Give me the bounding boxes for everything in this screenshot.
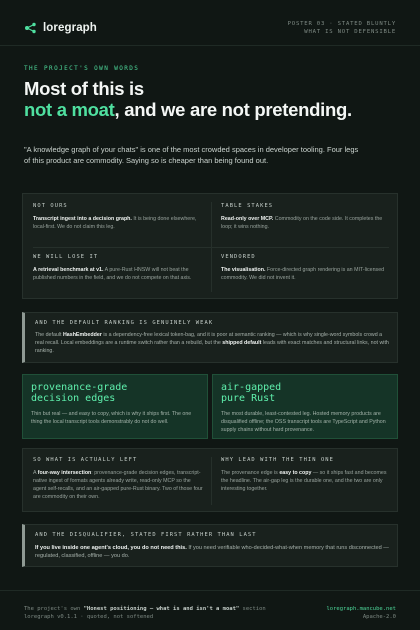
cell-text: Transcript ingest into a decision graph. It is being done elsewhere, local-first. We do not claim this leg. (33, 216, 197, 231)
cell-text: A four-way intersection: provenance-grade decision edges, transcript-native ingest of formats agents already write, read-only MCP so the agent self-recalls, and an air-gapped pure-Rust binary. Two of those four are commodity on their own. (33, 470, 203, 501)
grid-divider-vertical (211, 457, 212, 505)
cell-label: NOT OURS (33, 203, 68, 209)
headline (24, 78, 354, 120)
cell-text: Read-only over MCP. Commodity on the code side. It completes the loop; it wins nothing. (221, 216, 383, 231)
notice-weak-ranking (22, 312, 398, 363)
strength-text: The most durable, least-contested leg. Hosted memory products are disqualified offline; the OSS transcript tools are TypeScript and Python supply chains without hard provenance. (221, 411, 386, 434)
header-meta-line1: POSTER 03 · STATED BLUNTLY (287, 21, 396, 27)
footer-license: Apache-2.0 (362, 614, 396, 621)
share-nodes-icon (24, 22, 37, 34)
cell-actually-left (33, 457, 205, 501)
commodity-grid (22, 193, 398, 299)
cell-why-lead (221, 457, 391, 493)
whats-left-grid (22, 448, 398, 512)
header-meta (288, 20, 396, 36)
cell-vendored (221, 254, 391, 282)
cell-label: TABLE STAKES (221, 203, 274, 209)
footer (0, 590, 420, 630)
footer-source: The project's own "Honest positioning — what is and isn't a moat" section loregraph v0.1.1 · quoted, not softened (24, 606, 266, 621)
disqualifier-text: If you live inside one agent's cloud, you do not need this. If you need verifiable who-decided-what-when memory that runs disconnected — regulated, classified, offline — you do. (35, 545, 389, 560)
strength-air-gapped (212, 374, 398, 439)
cell-text: The provenance edge is easy to copy — so it ships fast and becomes the headline. The air-gap leg is the durable one, and the two are only interesting together. (221, 470, 387, 493)
strength-title: air-gapped pure Rust (221, 382, 282, 404)
kicker: THE PROJECT'S OWN WORDS (24, 65, 140, 72)
headline-highlight: not a moat (24, 99, 115, 120)
cell-label: VENDORED (221, 254, 256, 260)
headline-part-b: , and we are not pretending. (114, 99, 352, 120)
logo-text: loregraph (43, 22, 97, 34)
strength-title: provenance-grade decision edges (31, 382, 128, 404)
footer-right (326, 605, 396, 621)
notice-label: AND THE DEFAULT RANKING IS GENUINELY WEAK (35, 320, 214, 326)
cell-not-ours (33, 203, 203, 231)
cell-text: A retrieval benchmark at v1. A pure-Rust HNSW will not beat the published numbers in the field, and we do not compete on that axis. (33, 267, 192, 282)
disqualifier-box (22, 524, 398, 567)
cell-will-lose (33, 254, 203, 282)
lede: "A knowledge graph of your chats" is one of the most crowded spaces in developer tooling. Four legs of this product are commodity. Saying so is cheaper than being found out. (24, 145, 359, 165)
footer-url-link[interactable]: loregraph.mancube.net (326, 606, 396, 612)
headline-part-a: Most of this is (24, 78, 144, 99)
cell-label: WE WILL LOSE IT (33, 254, 99, 260)
header-meta-line2: WHAT IS NOT DEFENSIBLE (304, 29, 396, 35)
logo[interactable] (24, 22, 97, 34)
cell-table-stakes (221, 203, 391, 231)
cell-label: SO WHAT IS ACTUALLY LEFT (33, 457, 138, 463)
grid-divider-horizontal (33, 247, 389, 248)
disqualifier-label: AND THE DISQUALIFIER, STATED FIRST RATHER THAN LAST (35, 532, 257, 538)
cell-text: The visualisation. Force-directed graph rendering is an MIT-licensed commodity. We did not invent it. (221, 267, 385, 282)
header (0, 0, 420, 46)
notice-text: The default HashEmbedder is a dependency-free lexical token-bag, and it is poor at semantic ranking — which is why single-word symbols crowd a real recall. Local embeddings are a runtime switch rather than a rebuild, but the shipped default leads with exact matches and structural links, not with ranking. (35, 332, 389, 355)
strength-provenance (22, 374, 208, 439)
cell-label: WHY LEAD WITH THE THIN ONE (221, 457, 334, 463)
strength-text: Thin but real — and easy to copy, which is why it ships first. The one thing the local transcript tools demonstrably do not do well. (31, 411, 192, 426)
